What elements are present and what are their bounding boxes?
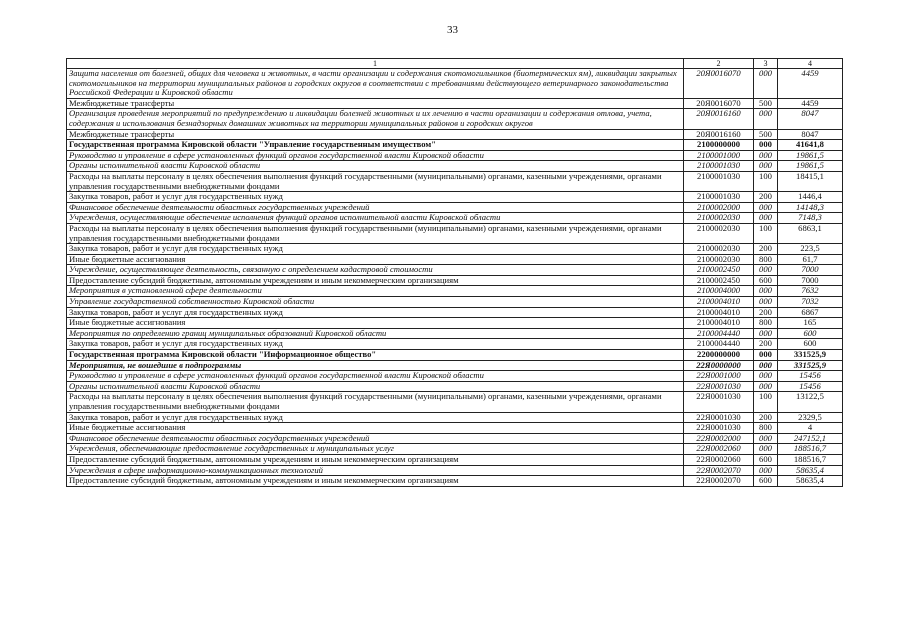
table-row (67, 171, 843, 191)
row-sum-cell: 4459 (778, 69, 843, 99)
table-row (67, 286, 843, 297)
row-code-cell: 2100002450 (684, 265, 754, 276)
table-row (67, 350, 843, 361)
table-row (67, 476, 843, 487)
table-row (67, 192, 843, 203)
table-row (67, 140, 843, 151)
table-row (67, 150, 843, 161)
row-sum-cell: 41641,8 (778, 140, 843, 151)
row-sum-cell: 58635,4 (778, 465, 843, 476)
row-name-cell: Учреждения, обеспечивающие предоставление государственных и муниципальных услуг (67, 444, 684, 455)
row-vr-cell: 000 (754, 444, 778, 455)
row-code-cell: 2100004440 (684, 339, 754, 350)
row-code-cell: 2100001030 (684, 171, 754, 191)
header-col-1: 1 (67, 59, 684, 69)
table-row (67, 360, 843, 371)
row-vr-cell: 000 (754, 265, 778, 276)
row-sum-cell: 7632 (778, 286, 843, 297)
budget-table (66, 58, 843, 487)
row-name-cell: Учреждения, осуществляющие обеспечение исполнения функций органов исполнительной власти Кировской области (67, 213, 684, 224)
row-code-cell: 2100001000 (684, 150, 754, 161)
row-vr-cell: 800 (754, 254, 778, 265)
table-row (67, 244, 843, 255)
row-vr-cell: 000 (754, 465, 778, 476)
table-row (67, 433, 843, 444)
row-vr-cell: 200 (754, 339, 778, 350)
table-row (67, 213, 843, 224)
row-vr-cell: 000 (754, 360, 778, 371)
table-row (67, 69, 843, 99)
row-vr-cell: 000 (754, 109, 778, 129)
row-name-cell: Финансовое обеспечение деятельности областных государственных учреждений (67, 202, 684, 213)
row-sum-cell: 331525,9 (778, 350, 843, 361)
row-name-cell: Учреждение, осуществляющее деятельность, связанную с определением кадастровой стоимости (67, 265, 684, 276)
row-name-cell: Руководство и управление в сфере установленных функций органов государственной власти Кировской области (67, 150, 684, 161)
row-vr-cell: 200 (754, 244, 778, 255)
row-code-cell: 22Я0002000 (684, 433, 754, 444)
row-code-cell: 22Я0002060 (684, 454, 754, 465)
row-sum-cell: 7032 (778, 297, 843, 308)
table-row (67, 223, 843, 243)
row-name-cell: Межбюджетные трансферты (67, 98, 684, 109)
header-col-3: 3 (754, 59, 778, 69)
row-code-cell: 20Я0016070 (684, 69, 754, 99)
table-row (67, 109, 843, 129)
row-vr-cell: 800 (754, 318, 778, 329)
row-sum-cell: 1446,4 (778, 192, 843, 203)
row-vr-cell: 500 (754, 129, 778, 140)
row-vr-cell: 200 (754, 192, 778, 203)
row-vr-cell: 000 (754, 433, 778, 444)
row-name-cell: Иные бюджетные ассигнования (67, 423, 684, 434)
table-row (67, 307, 843, 318)
row-sum-cell: 13122,5 (778, 392, 843, 412)
row-sum-cell: 6867 (778, 307, 843, 318)
row-sum-cell: 61,7 (778, 254, 843, 265)
row-name-cell: Мероприятия по определению границ муниципальных образований Кировской области (67, 328, 684, 339)
row-name-cell: Организация проведения мероприятий по предупреждению и ликвидации болезней животных и их лечению в части организации и содержания отлова, учета, содержания и использования безнадзорных домашних животных на территории муниципальных районов и городских округов (67, 109, 684, 129)
row-name-cell: Закупка товаров, работ и услуг для государственных нужд (67, 412, 684, 423)
row-code-cell: 2100002030 (684, 213, 754, 224)
table-row (67, 339, 843, 350)
row-sum-cell: 14148,3 (778, 202, 843, 213)
row-sum-cell: 165 (778, 318, 843, 329)
row-sum-cell: 18415,1 (778, 171, 843, 191)
row-sum-cell: 188516,7 (778, 444, 843, 455)
table-row (67, 265, 843, 276)
row-code-cell: 20Я0016070 (684, 98, 754, 109)
row-sum-cell: 223,5 (778, 244, 843, 255)
row-code-cell: 22Я0001000 (684, 371, 754, 382)
row-name-cell: Управление государственной собственностью Кировской области (67, 297, 684, 308)
row-name-cell: Закупка товаров, работ и услуг для государственных нужд (67, 244, 684, 255)
row-vr-cell: 000 (754, 350, 778, 361)
row-sum-cell: 331525,9 (778, 360, 843, 371)
row-name-cell: Расходы на выплаты персоналу в целях обеспечения выполнения функций государственными (муниципальными) органами, казенными учреждениями, органами управления государственными внебюджетными фондами (67, 223, 684, 243)
row-name-cell: Государственная программа Кировской области "Информационное общество" (67, 350, 684, 361)
table-row (67, 392, 843, 412)
row-code-cell: 22Я0001030 (684, 381, 754, 392)
table-row (67, 423, 843, 434)
row-vr-cell: 600 (754, 454, 778, 465)
row-vr-cell: 600 (754, 275, 778, 286)
row-code-cell: 22Я0001030 (684, 423, 754, 434)
row-vr-cell: 200 (754, 412, 778, 423)
row-code-cell: 2200000000 (684, 350, 754, 361)
row-code-cell: 2100004440 (684, 328, 754, 339)
row-sum-cell: 7000 (778, 275, 843, 286)
row-vr-cell: 500 (754, 98, 778, 109)
table-row (67, 381, 843, 392)
row-vr-cell: 000 (754, 328, 778, 339)
row-code-cell: 2100002030 (684, 254, 754, 265)
row-vr-cell: 100 (754, 171, 778, 191)
row-code-cell: 2100002030 (684, 223, 754, 243)
row-sum-cell: 2329,5 (778, 412, 843, 423)
row-sum-cell: 4459 (778, 98, 843, 109)
row-sum-cell: 600 (778, 328, 843, 339)
row-code-cell: 2100000000 (684, 140, 754, 151)
row-sum-cell: 15456 (778, 381, 843, 392)
row-name-cell: Государственная программа Кировской области "Управление государственным имуществом" (67, 140, 684, 151)
row-code-cell: 2100001030 (684, 192, 754, 203)
table-row (67, 202, 843, 213)
table-row (67, 412, 843, 423)
row-code-cell: 2100004010 (684, 318, 754, 329)
table-row (67, 444, 843, 455)
row-sum-cell: 4 (778, 423, 843, 434)
row-vr-cell: 100 (754, 392, 778, 412)
row-name-cell: Мероприятия, не вошедшие в подпрограммы (67, 360, 684, 371)
row-code-cell: 2100001030 (684, 161, 754, 172)
row-name-cell: Органы исполнительной власти Кировской области (67, 161, 684, 172)
row-vr-cell: 000 (754, 150, 778, 161)
row-name-cell: Мероприятия в установленной сфере деятельности (67, 286, 684, 297)
row-code-cell: 22Я0001030 (684, 392, 754, 412)
page-number: 33 (447, 24, 458, 36)
row-sum-cell: 8047 (778, 129, 843, 140)
row-code-cell: 20Я0016160 (684, 109, 754, 129)
row-vr-cell: 000 (754, 140, 778, 151)
row-code-cell: 2100004000 (684, 286, 754, 297)
row-name-cell: Органы исполнительной власти Кировской области (67, 381, 684, 392)
row-code-cell: 2100004010 (684, 307, 754, 318)
row-vr-cell: 000 (754, 161, 778, 172)
row-sum-cell: 7000 (778, 265, 843, 276)
row-vr-cell: 000 (754, 371, 778, 382)
row-vr-cell: 000 (754, 202, 778, 213)
row-name-cell: Защита населения от болезней, общих для человека и животных, в части организации и содержания скотомогильников (биотермических ям), ликвидации закрытых скотомогильников на территории муниципальных районов и городских округов в соответствии с требованиями действующего ветеринарного законодательства Российской Федерации и Кировской области (67, 69, 684, 99)
row-code-cell: 2100002000 (684, 202, 754, 213)
table-row (67, 275, 843, 286)
table-row (67, 318, 843, 329)
table-row (67, 454, 843, 465)
header-col-2: 2 (684, 59, 754, 69)
row-vr-cell: 100 (754, 223, 778, 243)
row-code-cell: 22Я0000000 (684, 360, 754, 371)
table-row (67, 371, 843, 382)
row-sum-cell: 600 (778, 339, 843, 350)
table-row (67, 254, 843, 265)
row-name-cell: Расходы на выплаты персоналу в целях обеспечения выполнения функций государственными (муниципальными) органами, казенными учреждениями, органами управления государственными внебюджетными фондами (67, 392, 684, 412)
table-row (67, 328, 843, 339)
row-vr-cell: 800 (754, 423, 778, 434)
row-code-cell: 22Я0002060 (684, 444, 754, 455)
row-name-cell: Финансовое обеспечение деятельности областных государственных учреждений (67, 433, 684, 444)
table-header-row (67, 59, 843, 69)
table-row (67, 465, 843, 476)
row-vr-cell: 000 (754, 69, 778, 99)
row-name-cell: Предоставление субсидий бюджетным, автономным учреждениям и иным некоммерческим организациям (67, 275, 684, 286)
row-vr-cell: 000 (754, 213, 778, 224)
row-code-cell: 2100004010 (684, 297, 754, 308)
row-code-cell: 22Я0002070 (684, 476, 754, 487)
row-code-cell: 22Я0001030 (684, 412, 754, 423)
row-code-cell: 22Я0002070 (684, 465, 754, 476)
row-vr-cell: 600 (754, 476, 778, 487)
table-row (67, 297, 843, 308)
row-name-cell: Учреждения в сфере информационно-коммуникационных технологий (67, 465, 684, 476)
row-name-cell: Иные бюджетные ассигнования (67, 318, 684, 329)
row-sum-cell: 188516,7 (778, 454, 843, 465)
row-sum-cell: 19861,5 (778, 161, 843, 172)
row-sum-cell: 7148,3 (778, 213, 843, 224)
row-name-cell: Расходы на выплаты персоналу в целях обеспечения выполнения функций государственными (муниципальными) органами, казенными учреждениями, органами управления государственными внебюджетными фондами (67, 171, 684, 191)
row-sum-cell: 19861,5 (778, 150, 843, 161)
row-sum-cell: 58635,4 (778, 476, 843, 487)
row-vr-cell: 200 (754, 307, 778, 318)
row-name-cell: Закупка товаров, работ и услуг для государственных нужд (67, 192, 684, 203)
row-code-cell: 2100002030 (684, 244, 754, 255)
row-vr-cell: 000 (754, 381, 778, 392)
row-name-cell: Закупка товаров, работ и услуг для государственных нужд (67, 307, 684, 318)
row-sum-cell: 8047 (778, 109, 843, 129)
row-name-cell: Предоставление субсидий бюджетным, автономным учреждениям и иным некоммерческим организациям (67, 454, 684, 465)
row-code-cell: 2100002450 (684, 275, 754, 286)
row-name-cell: Закупка товаров, работ и услуг для государственных нужд (67, 339, 684, 350)
header-col-4: 4 (778, 59, 843, 69)
row-code-cell: 20Я0016160 (684, 129, 754, 140)
table-row (67, 98, 843, 109)
table-row (67, 129, 843, 140)
row-name-cell: Руководство и управление в сфере установленных функций органов государственной власти Кировской области (67, 371, 684, 382)
row-name-cell: Иные бюджетные ассигнования (67, 254, 684, 265)
row-sum-cell: 6863,1 (778, 223, 843, 243)
row-name-cell: Предоставление субсидий бюджетным, автономным учреждениям и иным некоммерческим организациям (67, 476, 684, 487)
row-sum-cell: 247152,1 (778, 433, 843, 444)
row-vr-cell: 000 (754, 286, 778, 297)
table-row (67, 161, 843, 172)
row-name-cell: Межбюджетные трансферты (67, 129, 684, 140)
row-sum-cell: 15456 (778, 371, 843, 382)
row-vr-cell: 000 (754, 297, 778, 308)
